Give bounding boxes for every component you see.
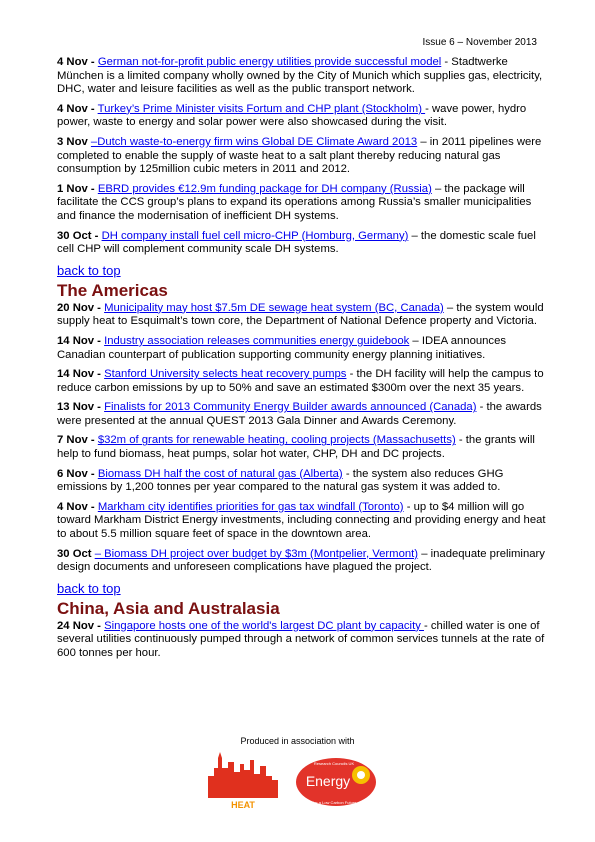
americas-news-list	[57, 302, 547, 575]
news-summary: - chilled water is one of several utilities continuously pumped through a network of common services tunnels at the rate of 600 tonnes per hour.	[57, 619, 545, 659]
asia-news-list	[57, 620, 547, 661]
back-to-top-link-2[interactable]: back to top	[57, 580, 121, 596]
news-headline-link[interactable]: EBRD provides €12.9m funding package for DH company (Russia)	[97, 182, 432, 195]
news-headline-link[interactable]: – Biomass DH project over budget by $3m (Montpelier, Vermont)	[94, 547, 419, 560]
news-item	[57, 434, 547, 461]
news-summary: – the package will facilitate the CCS group’s plans to expand its operations among Russia’s smaller municipalities and finance the modernisation of inefficient DH systems.	[57, 182, 532, 222]
news-summary: – IDEA announces Canadian counterpart of publication supporting community energy planning initiatives.	[57, 334, 506, 361]
news-headline-link[interactable]: Stanford University selects heat recovery pumps	[104, 368, 347, 381]
issue-label: Issue 6 – November 2013	[422, 37, 537, 48]
news-date: 14 Nov -	[57, 334, 101, 347]
news-summary: – in 2011 pipelines were completed to enable the supply of waste heat to a salt plant thereby reducing natural gas consumption by 125million cubic meters in 2011 and 2012.	[57, 135, 542, 176]
heat-and-the-city-logo	[208, 752, 278, 810]
back-to-top-link-1[interactable]: back to top	[57, 262, 121, 278]
energy-logo-topline: Research Councils UK	[313, 761, 355, 766]
partner-logos	[206, 750, 386, 810]
news-date: 6 Nov -	[57, 467, 95, 480]
news-headline-link[interactable]: –Dutch waste-to-energy firm wins Global DE Climate Award 2013	[90, 135, 418, 148]
news-item	[57, 183, 547, 224]
news-item	[57, 230, 547, 257]
news-headline-link[interactable]: Municipality may host $7.5m DE sewage heat system (BC, Canada)	[104, 301, 444, 314]
news-item	[57, 368, 547, 395]
news-summary: - the DH facility will help the campus to reduce carbon emissions by up to 50% and save an estimated $300m over the next 35 years.	[57, 368, 544, 394]
news-item	[57, 401, 547, 428]
energy-logo-text: Energy	[305, 773, 351, 789]
news-headline-link[interactable]: Markham city identifies priorities for gas tax windfall (Toronto)	[97, 500, 404, 513]
newsletter-content	[57, 56, 547, 667]
news-headline-link[interactable]: DH company install fuel cell micro-CHP (Homburg, Germany)	[101, 229, 409, 242]
news-item	[57, 468, 547, 495]
news-date: 3 Nov	[57, 135, 88, 148]
news-date: 7 Nov -	[57, 434, 95, 447]
footer	[0, 736, 595, 810]
news-item	[57, 620, 547, 661]
news-summary: - wave power, hydro power, waste to energy and solar power were also showcased during the visit.	[57, 102, 527, 129]
news-date: 4 Nov -	[57, 102, 95, 115]
news-summary: - Stadtwerke München is a limited company wholly owned by the City of Munich which supplies gas, electricity, DHC, water and leisure facilities as well as the public transport network.	[57, 56, 543, 96]
news-date: 13 Nov -	[57, 401, 101, 414]
news-summary: – inadequate preliminary design documents and unforeseen complications have plagued the project.	[57, 547, 545, 574]
news-date: 20 Nov -	[57, 301, 101, 314]
news-summary: – the system would supply heat to Esquimalt’s town core, the Department of National Defence property and Victoria.	[57, 301, 544, 328]
news-date: 14 Nov -	[57, 368, 101, 381]
news-summary: - the grants will help to fund biomass, heat pumps, solar hot water, CHP, DH and DC projects.	[57, 434, 535, 461]
news-headline-link[interactable]: $32m of grants for renewable heating, cooling projects (Massachusetts)	[97, 434, 456, 447]
news-item	[57, 501, 547, 542]
news-item	[57, 548, 547, 575]
news-headline-link[interactable]: Industry association releases communities energy guidebook	[104, 334, 410, 347]
news-date: 4 Nov -	[57, 56, 95, 68]
energy-logo-tagline: For a Low Carbon Future	[311, 800, 357, 805]
energy-logo	[296, 758, 376, 806]
news-summary: - the system also reduces GHG emissions by 1,200 tonnes per year compared to the natural gas system it was added to.	[57, 467, 504, 494]
news-date: 30 Oct	[57, 547, 92, 560]
heat-logo-text: HEAT	[231, 800, 255, 810]
news-headline-link[interactable]: German not-for-profit public energy utilities provide successful model	[97, 56, 442, 68]
news-item	[57, 335, 547, 362]
news-item	[57, 302, 547, 329]
news-date: 30 Oct -	[57, 229, 99, 242]
europe-news-list	[57, 56, 547, 257]
news-item	[57, 56, 547, 97]
news-item	[57, 136, 547, 177]
americas-heading: The Americas	[57, 280, 168, 300]
news-date: 4 Nov -	[57, 500, 95, 513]
news-headline-link[interactable]: Finalists for 2013 Community Energy Builder awards announced (Canada)	[104, 401, 477, 414]
news-headline-link[interactable]: Biomass DH half the cost of natural gas (Alberta)	[97, 467, 343, 480]
news-summary: – the domestic scale fuel cell CHP will complement community scale DH systems.	[57, 229, 536, 256]
news-date: 1 Nov -	[57, 182, 95, 195]
news-summary: - the awards were presented at the annual QUEST 2013 Gala Dinner and Awards Ceremony.	[57, 401, 542, 427]
produced-in-association-label: Produced in association with	[240, 736, 355, 746]
news-headline-link[interactable]: Singapore hosts one of the world's largest DC plant by capacity	[104, 619, 424, 632]
news-date: 24 Nov -	[57, 619, 101, 632]
news-summary: - up to $4 million will go toward Markham District Energy investments, including connecting and providing energy and heat to about 5.5 million square feet of space in the downtown area.	[57, 500, 546, 541]
news-item	[57, 103, 547, 130]
news-headline-link[interactable]: Turkey’s Prime Minister visits Fortum and CHP plant (Stockholm)	[97, 102, 426, 115]
asia-heading: China, Asia and Australasia	[57, 598, 280, 618]
